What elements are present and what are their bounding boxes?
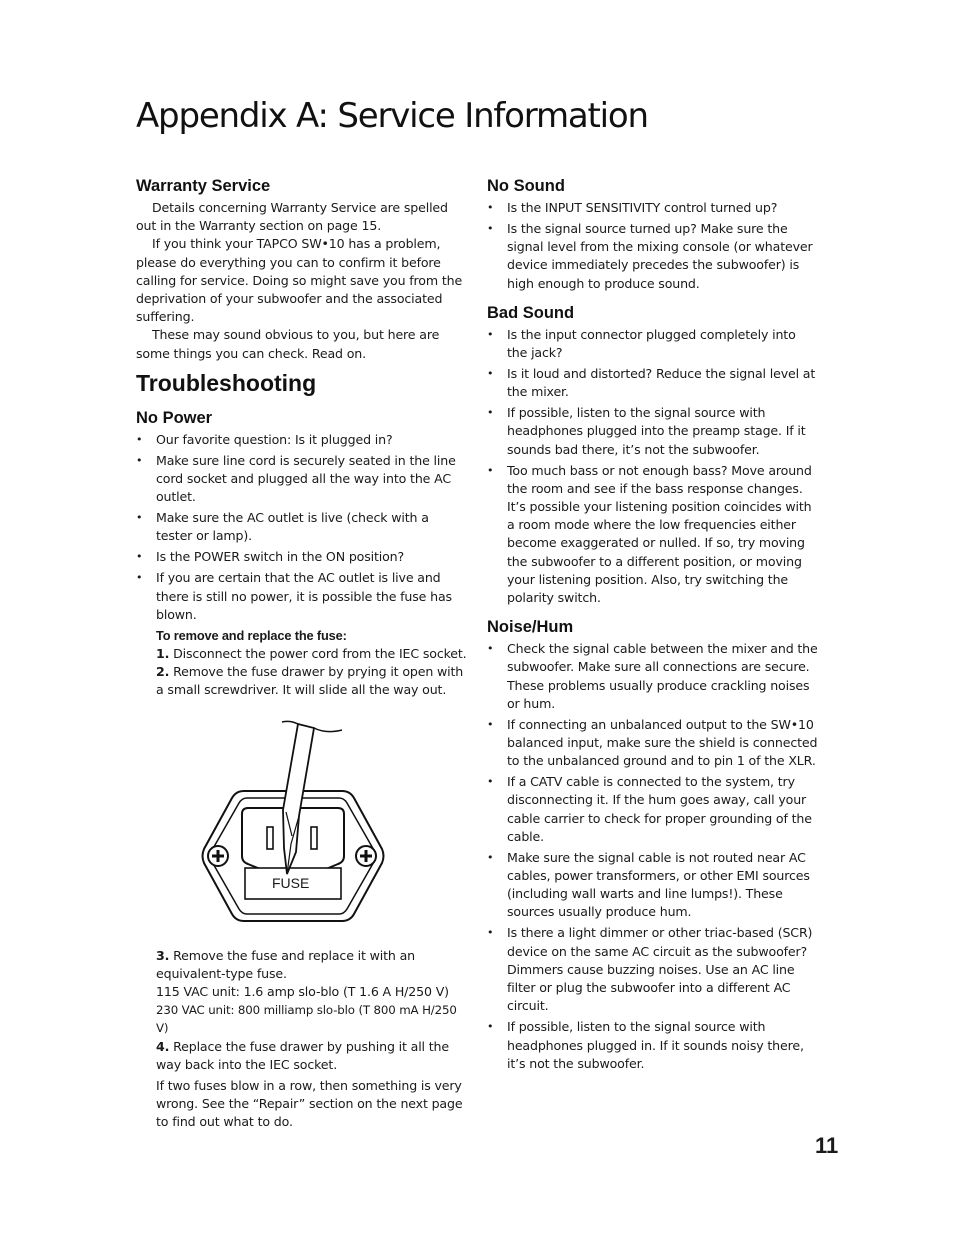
list-item: • If connecting an unbalanced output to the SW•10 balanced input, make sure the shield is connected to the unbalanced ground and to pin 1 of the XLR. — [487, 716, 819, 771]
list-item: • If possible, listen to the signal source with headphones plugged into the preamp stage. If it sounds bad there, it’s not the subwoofer. — [487, 404, 819, 459]
list-item: • Is there a light dimmer or other triac-based (SCR) device on the same AC circuit as the subwoofer? Dimmers cause buzzing noises. Use an AC line filter or plug the subwoofer into a different AC circuit. — [487, 924, 819, 1015]
no-power-list — [136, 431, 468, 624]
list-item: • Check the signal cable between the mixer and the subwoofer. Make sure all connections are secure. These problems usually produce crackling noises or hum. — [487, 640, 819, 713]
list-item: • If you are certain that the AC outlet is live and there is still no power, it is possible the fuse has blown. — [136, 569, 468, 624]
fuse-rating-115: 115 VAC unit: 1.6 amp slo-blo (T 1.6 A H/250 V) — [156, 984, 449, 1000]
list-item: • Is the INPUT SENSITIVITY control turned up? — [487, 199, 819, 217]
fuse-steps-continued — [136, 947, 468, 1132]
list-item: • If possible, listen to the signal source with headphones plugged in. If it sounds noisy there, it’s not the subwoofer. — [487, 1018, 819, 1073]
no-sound-list — [487, 199, 819, 293]
list-item: • Too much bass or not enough bass? Move around the room and see if the bass response changes. It’s possible your listening position coincides with a room mode where the low frequencies either become exaggerated or nulled. If so, try moving the subwoofer to a different position, or moving your listening position. Also, try switching the polarity switch. — [487, 462, 819, 608]
warranty-paragraph: These may sound obvious to you, but here are some things you can check. Read on. — [136, 327, 440, 361]
fuse-label: FUSE — [272, 874, 310, 891]
list-item: • Our favorite question: Is it plugged in? — [136, 431, 468, 449]
step-1: 1. Disconnect the power cord from the IEC socket. — [156, 646, 467, 662]
no-sound-heading: No Sound — [487, 177, 565, 195]
fuse-steps — [136, 627, 468, 700]
closing-note: If two fuses blow in a row, then something is very wrong. See the “Repair” section on the next page to find out what to do. — [156, 1078, 463, 1130]
list-item: • Is the input connector plugged completely into the jack? — [487, 326, 819, 362]
right-column — [487, 176, 819, 1076]
noise-hum-list — [487, 640, 819, 1073]
fuse-subheading: To remove and replace the fuse: — [156, 627, 347, 643]
noise-hum-heading: Noise/Hum — [487, 618, 574, 637]
page-number: 11 — [815, 1133, 839, 1158]
fuse-drawer-figure — [136, 716, 468, 941]
list-item: • Make sure line cord is securely seated in the line cord socket and plugged all the way into the AC outlet. — [136, 452, 468, 507]
bad-sound-list — [487, 326, 819, 607]
list-item: • If a CATV cable is connected to the system, try disconnecting it. If the hum goes away, call your cable carrier to check for proper grounding of the cable. — [487, 773, 819, 846]
warranty-paragraph: Details concerning Warranty Service are spelled out in the Warranty section on page 15. — [136, 200, 448, 234]
no-power-heading: No Power — [136, 408, 213, 427]
iec-socket-illustration — [136, 716, 468, 941]
troubleshooting-heading: Troubleshooting — [136, 369, 317, 396]
step-4: 4. Replace the fuse drawer by pushing it all the way back into the IEC socket. — [156, 1038, 449, 1072]
fuse-rating-230: 230 VAC unit: 800 milliamp slo-blo (T 800 mA H/250 V) — [156, 1003, 457, 1036]
list-item: • Is the signal source turned up? Make sure the signal level from the mixing console (or whatever device immediately precedes the subwoofer) is high enough to produce sound. — [487, 220, 819, 293]
list-item: • Make sure the signal cable is not routed near AC cables, power transformers, or other EMI sources (including wall warts and line lumps!). These sources usually produce hum. — [487, 849, 819, 922]
list-item: • Make sure the AC outlet is live (check with a tester or lamp). — [136, 509, 468, 545]
list-item: • Is it loud and distorted? Reduce the signal level at the mixer. — [487, 365, 819, 401]
bad-sound-heading: Bad Sound — [487, 303, 575, 322]
left-column — [136, 176, 468, 1132]
page-title: Appendix A: Service Information — [136, 96, 648, 136]
step-3: 3. Remove the fuse and replace it with an equivalent-type fuse. — [156, 947, 416, 981]
list-item: • Is the POWER switch in the ON position? — [136, 548, 468, 566]
warranty-heading: Warranty Service — [136, 177, 271, 195]
step-2: 2. Remove the fuse drawer by prying it open with a small screwdriver. It will slide all the way out. — [156, 664, 464, 698]
warranty-paragraph: If you think your TAPCO SW•10 has a problem, please do everything you can to confirm it before calling for service. Doing so might save you from the deprivation of your subwoofer and the associated suffering. — [136, 236, 463, 325]
